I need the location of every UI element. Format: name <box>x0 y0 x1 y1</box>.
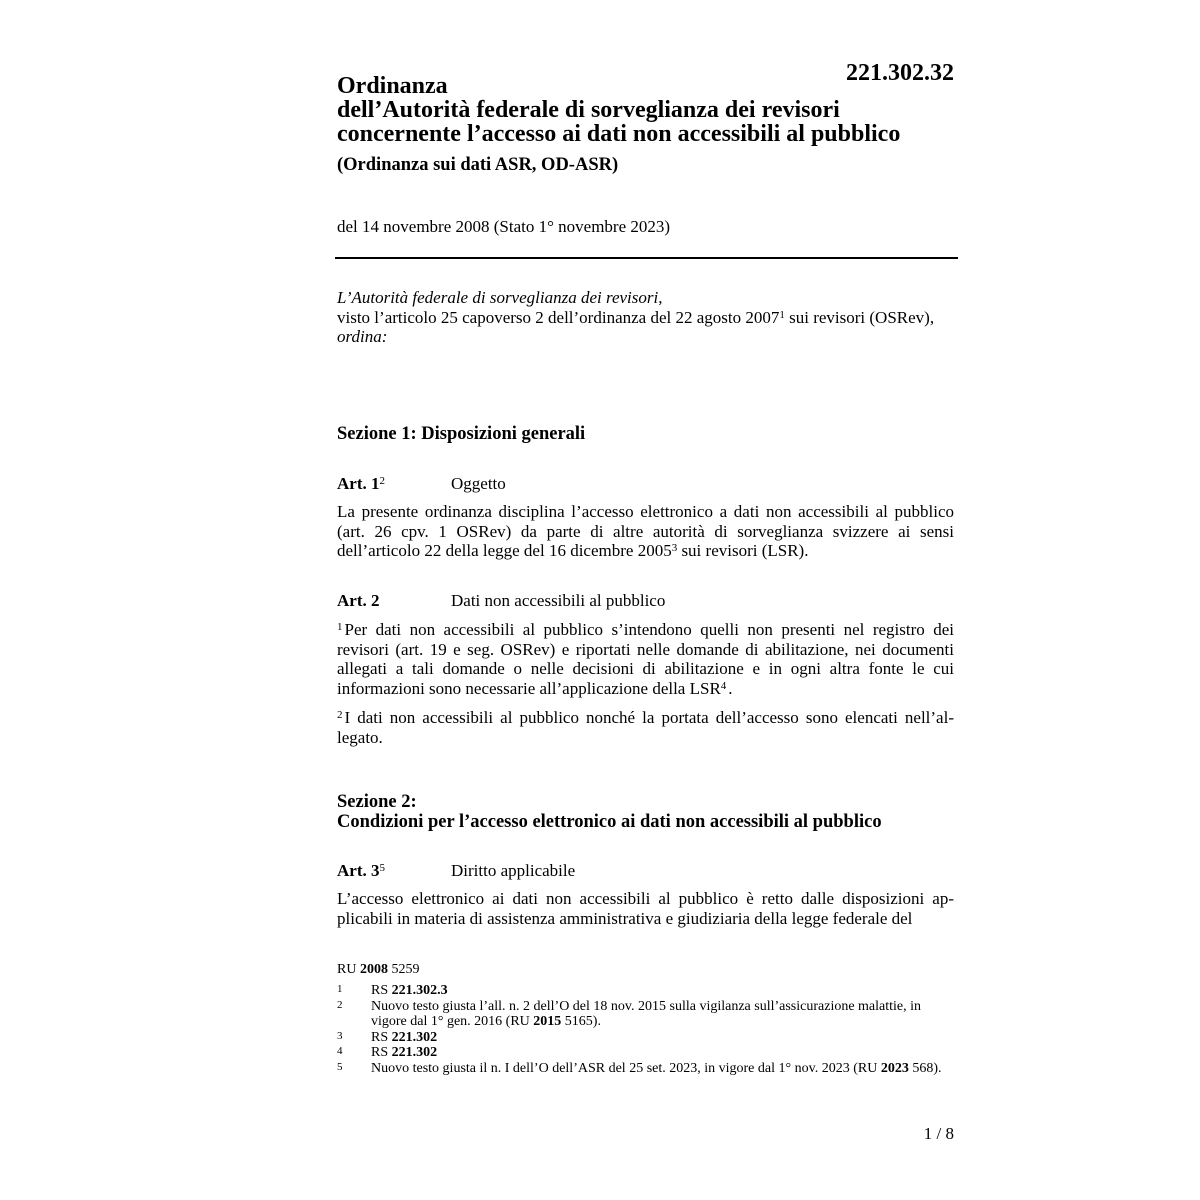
paragraph: $^2$ I dati non accessibili al pubblico nonché la portata dell’accesso sono elencati nell’allegato. <box>337 708 954 747</box>
article-text: L’accesso elettronico ai dati non accessibili al pubblico è retto dalle disposizioni applicabili in materia di assistenza amministrativa e giudiziaria della legge federale del <box>337 889 954 928</box>
footnotes <box>337 983 957 1076</box>
paragraph-number: 1 <box>337 621 343 633</box>
article-title: Dati non accessibili al pubblico <box>451 591 666 610</box>
footnote: 5 Nuovo testo giusta il n. I dell’O dell’ASR del 25 set. 2023, in vigore dal 1° nov. 2023 (RU 2023 568). <box>337 1060 942 1076</box>
footnote-number: 5 <box>337 1060 343 1073</box>
title-line: Ordinanza <box>337 73 448 99</box>
footnote-number: 1 <box>337 983 343 995</box>
footnote-ref[interactable]: 2 <box>379 475 385 487</box>
footnote: 2 Nuovo testo giusta l’all. n. 2 dell’O del 18 nov. 2015 sulla vigilanza sull’assicurazione malattie, in vigore dal 1° gen. 2016 (RU 2015 5165). <box>337 998 922 1029</box>
footnote-number: 2 <box>337 998 343 1011</box>
header-divider <box>335 257 958 259</box>
document-title <box>337 74 977 146</box>
document-date: del 14 novembre 2008 (Stato 1° novembre 2023) <box>337 217 671 236</box>
article-text: La presente ordinanza disciplina l’accesso elettronico a dati non accessibili al pubblico (art. 26 cpv. 1 OSRev) da parte di altre autorità di sorveglianza svizzere ai sensi dell’articolo 22 della legge del 16 dicembre 2005$^3$ sui revisori (LSR). <box>337 502 954 560</box>
footnote-ref[interactable]: 3 <box>671 542 678 554</box>
article-number: Art. 3 <box>337 861 380 880</box>
article-number: Art. 2 <box>337 591 380 610</box>
preamble-basis: visto l’articolo 25 capoverso 2 dell’ordinanza del 22 agosto 2007$^1$ sui revisori (OSRev), <box>337 307 935 327</box>
footnote-number: 3 <box>337 1029 343 1042</box>
paragraph: $^1$ Per dati non accessibili al pubblico s’intendono quelli non presenti nel registro dei revisori (art. 19 e seg. OSRev) e riportati nelle domande di abilitazione, nei documenti allegati a tali domande o nelle decisioni di abilitazione e in ogni altra fonte le cui informazioni sono necessarie all’applicazione della LSR$^4$ . <box>337 620 954 698</box>
article-heading <box>337 861 575 881</box>
footnote: 4 RS 221.302 <box>337 1045 438 1060</box>
preamble-ordains: ordina: <box>337 327 388 346</box>
document-subtitle: (Ordinanza sui dati ASR, OD-ASR) <box>337 155 619 175</box>
section-heading: Sezione 1: Disposizioni generali <box>337 424 586 444</box>
ru-citation: RU 2008 5259 <box>337 962 420 977</box>
preamble <box>337 288 954 347</box>
article-title: Diritto applicabile <box>451 861 576 880</box>
footnote-number: 4 <box>337 1045 343 1057</box>
article-number: Art. 1 <box>337 474 380 493</box>
title-line: dell’Autorità federale di sorveglianza dei revisori <box>337 97 840 123</box>
footnote: 3 RS 221.302 <box>337 1029 438 1045</box>
article-heading <box>337 591 665 611</box>
paragraph-number: 2 <box>337 709 343 721</box>
footnote-ref[interactable]: 5 <box>379 862 385 874</box>
title-line: concernente l’accesso ai dati non accessibili al pubblico <box>337 121 901 147</box>
sr-number: 221.302.32 <box>846 60 954 86</box>
article-title: Oggetto <box>451 474 506 493</box>
footnote-ref[interactable]: 1 <box>779 308 785 321</box>
footnote-ref[interactable]: 4 <box>720 679 727 692</box>
section-heading: Sezione 2: Condizioni per l’accesso elettronico ai dati non accessibili al pubblico <box>337 792 882 832</box>
article-heading <box>337 474 506 494</box>
page-number: 1 / 8 <box>923 1124 954 1143</box>
preamble-authority: L’Autorità federale di sorveglianza dei revisori, <box>337 288 663 307</box>
footnote: 1 RS 221.302.3 <box>337 983 448 998</box>
